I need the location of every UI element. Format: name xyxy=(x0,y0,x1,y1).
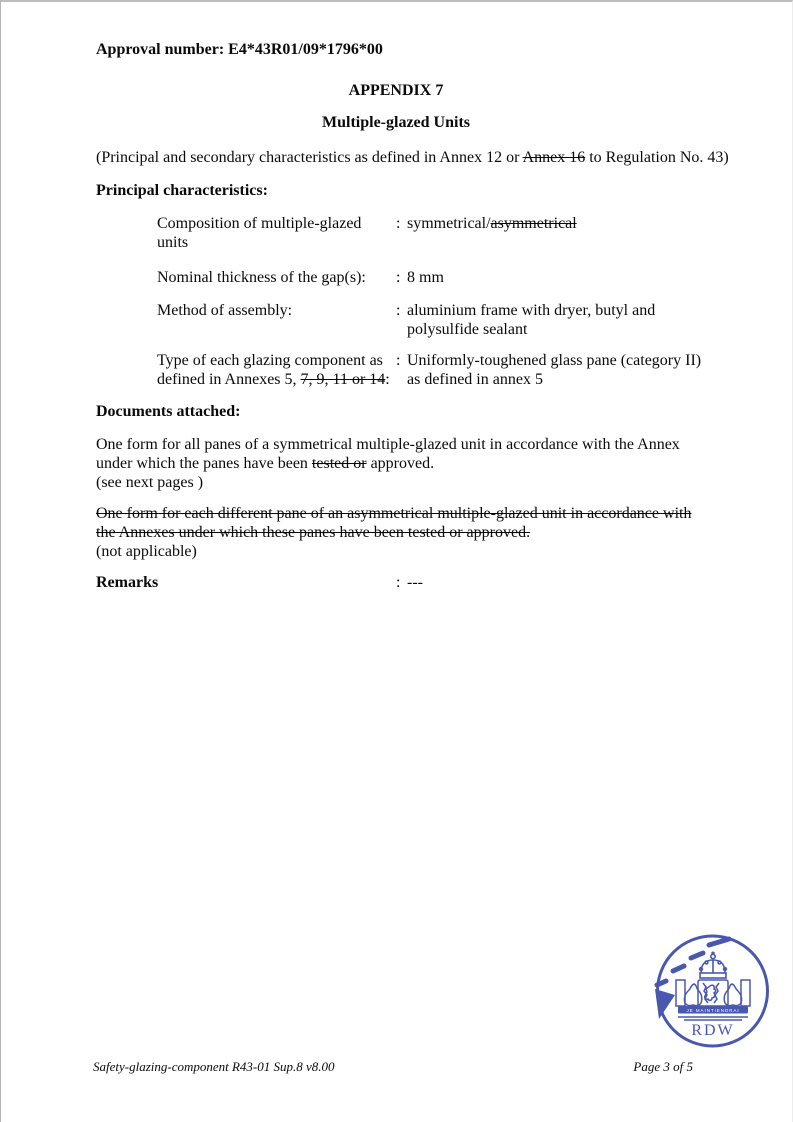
footer-document-reference: Safety-glazing-component R43-01 Sup.8 v8.00 xyxy=(93,1059,335,1074)
rdw-text: RDW xyxy=(691,1022,735,1039)
characteristic-value: aluminium frame with dryer, butyl and polysulfide sealant xyxy=(407,302,656,338)
paragraph-struck: tested or xyxy=(311,455,367,472)
characteristic-label: Nominal thickness of the gap(s): xyxy=(157,269,366,286)
scope-note-pre: (Principal and secondary characteristics as defined in Annex 12 or xyxy=(96,149,523,166)
footer-page-number: Page 3 of 5 xyxy=(633,1059,693,1074)
motto-banner xyxy=(678,1006,748,1014)
asymmetrical-struck-text: One form for each different pane of an asymmetrical multiple-glazed unit in accordance with the Annexes under which these panes have been tested or approved. xyxy=(96,505,692,541)
remarks-colon: : xyxy=(396,574,401,591)
remarks-value: --- xyxy=(407,574,423,591)
rdw-stamp xyxy=(651,933,775,1055)
document-subtitle: Multiple-glazed Units xyxy=(322,114,470,131)
scope-note-struck: Annex 16 xyxy=(522,149,586,166)
characteristic-colon: : xyxy=(396,302,401,319)
principal-characteristics-heading: Principal characteristics: xyxy=(96,182,268,199)
characteristic-colon: : xyxy=(396,269,401,286)
characteristic-colon: : xyxy=(396,215,401,232)
coat-of-arms-icon xyxy=(676,980,750,1006)
characteristic-colon: : xyxy=(396,352,401,369)
characteristic-row-assembly xyxy=(96,301,696,339)
label-pre: Type of each glazing component as defined in Annexes 5, xyxy=(157,352,383,388)
page-content xyxy=(96,2,729,592)
scope-note xyxy=(96,148,729,167)
characteristic-row-gap-thickness xyxy=(96,268,696,287)
scope-note-post: to Regulation No. 43) xyxy=(585,149,729,166)
paragraph-pre: One form for all panes of a symmetrical multiple-glazed unit in accordance with the Annex under which the panes have been xyxy=(96,436,680,472)
characteristic-label: Composition of multiple-glazed units xyxy=(157,215,362,251)
characteristic-value: 8 mm xyxy=(407,269,444,286)
banner-rules xyxy=(678,1017,748,1020)
approval-number-label: Approval number: xyxy=(96,41,225,58)
value-pre: symmetrical/ xyxy=(407,215,491,232)
characteristic-row-composition xyxy=(96,214,696,252)
label-post: : xyxy=(385,371,390,388)
approval-number-line xyxy=(96,40,696,59)
characteristic-value xyxy=(407,214,702,233)
page-footer xyxy=(93,1059,693,1075)
label-struck: 7, 9, 11 or 14 xyxy=(300,371,386,388)
ink-wedge xyxy=(655,989,675,1019)
asymmetrical-form-paragraph xyxy=(96,504,696,561)
characteristic-label xyxy=(157,351,396,389)
motto-text: JE MAINTIENDRAI xyxy=(686,1008,740,1013)
approval-number-value: E4*43R01/09*1796*00 xyxy=(228,41,383,58)
remarks-row xyxy=(96,573,696,592)
remarks-label: Remarks xyxy=(96,574,159,591)
paragraph-post: approved. xyxy=(366,455,435,472)
see-next-pages-note: (see next pages ) xyxy=(96,474,204,491)
characteristic-value: Uniformly-toughened glass pane (category II) as defined in annex 5 xyxy=(407,352,702,388)
rdw-stamp-icon xyxy=(651,933,775,1055)
symmetrical-form-paragraph xyxy=(96,435,696,492)
crown-icon xyxy=(700,952,727,979)
not-applicable-note: (not applicable) xyxy=(96,543,197,560)
documents-attached-heading: Documents attached: xyxy=(96,403,241,420)
characteristic-label: Method of assembly: xyxy=(157,302,293,319)
value-struck: asymmetrical xyxy=(490,215,577,232)
characteristic-row-glazing-type xyxy=(96,351,702,389)
appendix-title: APPENDIX 7 xyxy=(348,82,444,99)
